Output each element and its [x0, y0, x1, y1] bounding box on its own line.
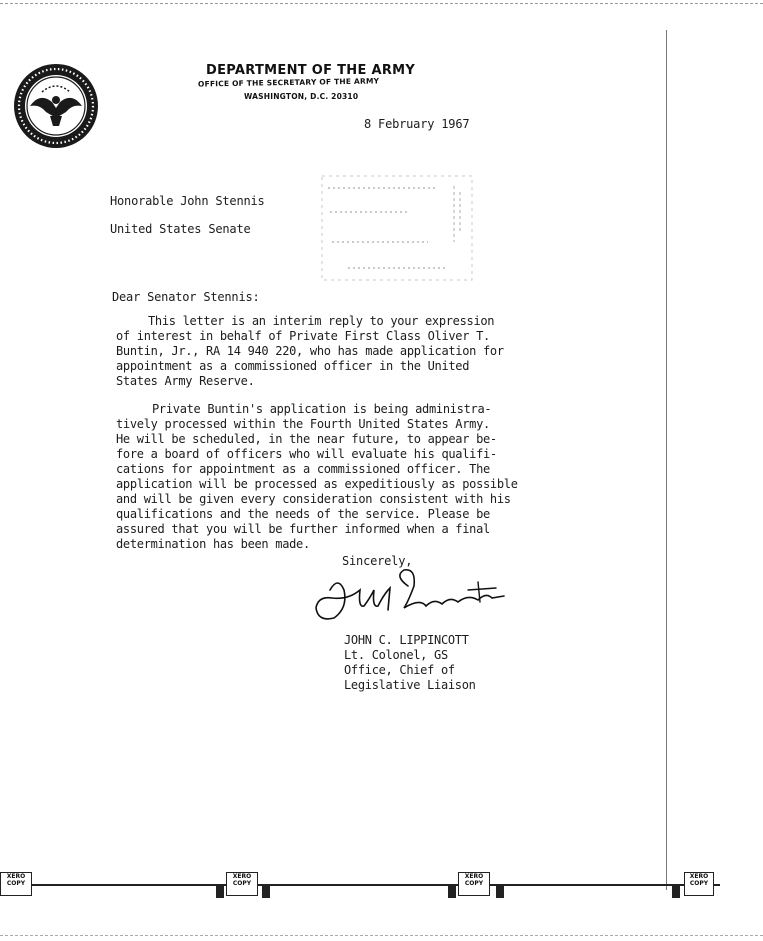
scan-artifact: [496, 886, 504, 898]
received-stamp-icon: [318, 172, 478, 284]
recipient-name: Honorable John Stennis: [110, 194, 265, 208]
xerox-mark-text: COPY: [689, 880, 709, 887]
page-bottom-edge: [20, 884, 720, 886]
paragraph-2-line: Private Buntin's application is being administra-: [152, 402, 492, 416]
paragraph-2-line: fore a board of officers who will evaluate his qualifi-: [116, 447, 497, 461]
scan-artifact: [262, 886, 270, 898]
xerox-mark-text: COPY: [464, 880, 484, 887]
recipient-organization: United States Senate: [110, 222, 251, 236]
xerox-mark-text: COPY: [232, 880, 252, 887]
paragraph-1-line: States Army Reserve.: [116, 374, 255, 388]
closing: Sincerely,: [342, 554, 413, 568]
handwritten-signature: [308, 568, 508, 638]
paragraph-2-line: qualifications and the needs of the service. Please be: [116, 507, 490, 521]
signer-office: Office, Chief of: [344, 663, 455, 677]
paragraph-1-line: appointment as a commissioned officer in the United: [116, 359, 470, 373]
signer-unit: Legislative Liaison: [344, 678, 476, 692]
letterhead-office: OFFICE OF THE SECRETARY OF THE ARMY: [197, 76, 380, 89]
paragraph-2-line: determination has been made.: [116, 537, 310, 551]
paragraph-2-line: assured that you will be further informed when a final: [116, 522, 490, 536]
paragraph-2-line: and will be given every consideration consistent with his: [116, 492, 511, 506]
xerox-mark-text: COPY: [6, 880, 26, 887]
xerox-mark-text: XERO: [232, 873, 252, 880]
paragraph-2-line: He will be scheduled, in the near future, to appear be-: [116, 432, 497, 446]
scan-artifact: [216, 886, 224, 898]
scan-bottom-edge: [0, 935, 763, 936]
letter-date: 8 February 1967: [364, 117, 470, 131]
paragraph-1-line: of interest in behalf of Private First Class Oliver T.: [116, 329, 490, 343]
paragraph-2-line: application will be processed as expeditiously as possible: [116, 477, 518, 491]
scan-artifact: [672, 886, 680, 898]
xerox-mark-text: XERO: [689, 873, 709, 880]
paragraph-1-line: Buntin, Jr., RA 14 940 220, who has made application for: [116, 344, 504, 358]
salutation: Dear Senator Stennis:: [112, 290, 260, 304]
paragraph-2-line: cations for appointment as a commissioned officer. The: [116, 462, 490, 476]
xerox-mark-text: XERO: [464, 873, 484, 880]
xerox-copy-mark: [226, 872, 258, 896]
signer-rank: Lt. Colonel, GS: [344, 648, 448, 662]
letterhead-department: DEPARTMENT OF THE ARMY: [206, 63, 416, 78]
letterhead-location: WASHINGTON, D.C. 20310: [244, 92, 359, 101]
paragraph-1-line: This letter is an interim reply to your expression: [148, 314, 495, 328]
page-top-edge: [0, 3, 763, 4]
department-of-defense-seal-icon: [12, 62, 100, 150]
scan-artifact: [448, 886, 456, 898]
xerox-copy-mark: [0, 872, 32, 896]
page-right-edge: [666, 30, 667, 890]
paragraph-2-line: tively processed within the Fourth United States Army.: [116, 417, 490, 431]
signer-name: JOHN C. LIPPINCOTT: [344, 633, 469, 647]
xerox-mark-text: XERO: [6, 873, 26, 880]
xerox-copy-mark: [684, 872, 714, 896]
xerox-copy-mark: [458, 872, 490, 896]
